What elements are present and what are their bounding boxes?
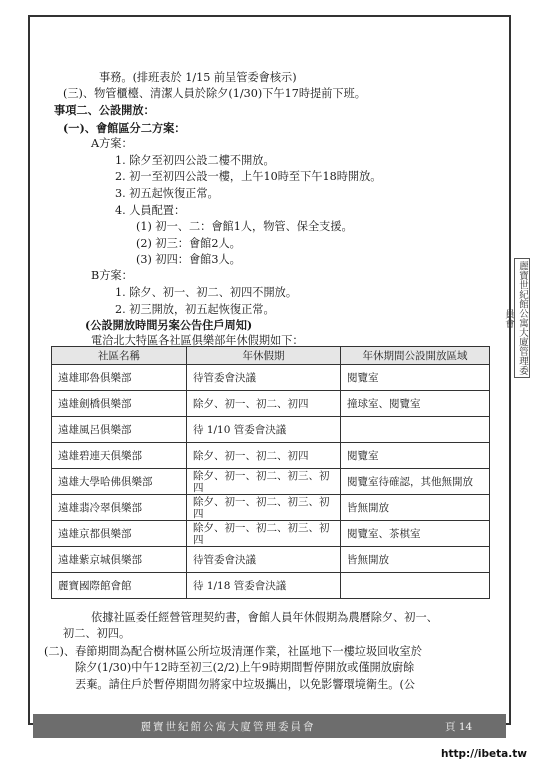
holiday-cell: 待 1/18 管委會決議 <box>187 573 341 599</box>
doc-line: 初二、初四。 <box>63 627 131 640</box>
holiday-cell: 除夕、初一、初二、初三、初四 <box>187 521 341 547</box>
table-row <box>52 391 490 417</box>
club-holiday-table <box>51 346 490 599</box>
open-area-cell <box>341 417 490 443</box>
club-name-cell: 遠雄京都俱樂部 <box>52 521 187 547</box>
open-area-cell <box>341 573 490 599</box>
doc-line: 依據社區委任經營管理契約書，會館人員年休假期為農曆除夕、初一、 <box>91 611 438 624</box>
club-name-cell: 遠雄耶魯俱樂部 <box>52 365 187 391</box>
club-name-cell: 遠雄碧連天俱樂部 <box>52 443 187 469</box>
doc-line: (2) 初三：會館2人。 <box>136 237 241 250</box>
table-row <box>52 573 490 599</box>
doc-line: 4. 人員配置： <box>115 204 186 217</box>
holiday-cell: 待管委會決議 <box>187 547 341 573</box>
holiday-cell: 待 1/10 管委會決議 <box>187 417 341 443</box>
doc-line: 1. 除夕至初四公設二樓不開放。 <box>115 154 275 167</box>
column-header: 社區名稱 <box>52 347 187 365</box>
open-area-cell: 閱覽室 <box>341 365 490 391</box>
club-name-cell: 遠雄大學哈佛俱樂部 <box>52 469 187 495</box>
plan-a-heading: A方案： <box>91 137 133 150</box>
section-heading: 事項二、公設開放： <box>54 103 155 117</box>
open-area-cell: 閱覽室待確認，其他無開放 <box>341 469 490 495</box>
table-row <box>52 469 490 495</box>
holiday-cell: 除夕、初一、初二、初三、初四 <box>187 469 341 495</box>
doc-line: 事務。(排班表於 1/15 前呈管委會核示) <box>99 71 297 84</box>
doc-line: 2. 初一至初四公設一樓，上午10時至下午18時開放。 <box>115 170 382 183</box>
side-stamp: 麗寶世紀館公寓大廈管理委員會 <box>514 258 530 378</box>
page-number: 頁 14 <box>445 721 473 733</box>
club-name-cell: 遠雄紫京城俱樂部 <box>52 547 187 573</box>
holiday-cell: 除夕、初一、初二、初四 <box>187 443 341 469</box>
doc-line: 丟棄。請住戶於暫停期間勿將家中垃圾攜出，以免影響環境衛生。(公 <box>75 678 415 691</box>
column-header: 年休假期 <box>187 347 341 365</box>
open-area-cell: 皆無開放 <box>341 547 490 573</box>
doc-line: (1) 初一、二：會館1人，物管、保全支援。 <box>136 220 353 233</box>
doc-line: (3) 初四：會館3人。 <box>136 253 241 266</box>
doc-line: (三)、物管櫃檯、清潔人員於除夕(1/30)下午17時提前下班。 <box>63 87 366 100</box>
table-row <box>52 495 490 521</box>
club-name-cell: 遠雄劍橋俱樂部 <box>52 391 187 417</box>
footer-title: 麗寶世紀館公寓大廈管理委員會 <box>140 721 316 733</box>
holiday-cell: 除夕、初一、初二、初四 <box>187 391 341 417</box>
doc-line: 除夕(1/30)中午12時至初三(2/2)上午9時期間暫停開放或僅開放廚餘 <box>75 661 415 674</box>
open-area-cell: 閱覽室、茶棋室 <box>341 521 490 547</box>
doc-line: (二)、春節期間為配合樹林區公所垃圾清運作業，社區地下一樓垃圾回收室於 <box>44 645 422 658</box>
doc-line: 2. 初三開放，初五起恢復正常。 <box>115 303 275 316</box>
holiday-cell: 待管委會決議 <box>187 365 341 391</box>
doc-line: 1. 除夕、初一、初二、初四不開放。 <box>115 286 298 299</box>
notice-line: (公設開放時間另案公告住戶周知) <box>85 318 253 332</box>
watermark-url: http://ibeta.tw <box>441 748 527 760</box>
plan-b-heading: B方案： <box>91 269 133 282</box>
open-area-cell: 皆無開放 <box>341 495 490 521</box>
open-area-cell: 撞球室、閱覽室 <box>341 391 490 417</box>
page-footer <box>33 714 506 738</box>
club-name-cell: 遠雄風呂俱樂部 <box>52 417 187 443</box>
table-row <box>52 547 490 573</box>
club-name-cell: 麗寶國際館會館 <box>52 573 187 599</box>
table-row <box>52 521 490 547</box>
table-caption: 電洽北大特區各社區俱樂部年休假期如下： <box>91 334 304 347</box>
table-row <box>52 365 490 391</box>
column-header: 年休期間公設開放區域 <box>341 347 490 365</box>
table-row <box>52 443 490 469</box>
subsection-heading: (一)、會館區分二方案： <box>63 121 186 135</box>
club-name-cell: 遠雄翡冷翠俱樂部 <box>52 495 187 521</box>
table-header-row <box>52 347 490 365</box>
open-area-cell: 閱覽室 <box>341 443 490 469</box>
table-row <box>52 417 490 443</box>
holiday-cell: 除夕、初一、初二、初三、初四 <box>187 495 341 521</box>
doc-line: 3. 初五起恢復正常。 <box>115 187 219 200</box>
